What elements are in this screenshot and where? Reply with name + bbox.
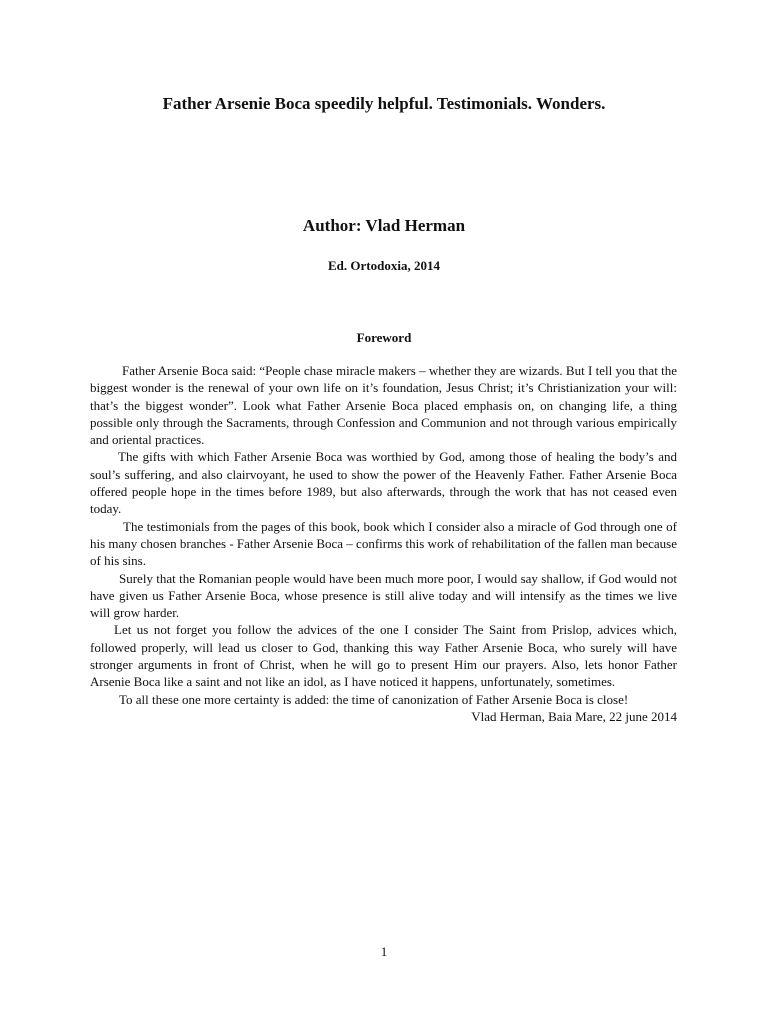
foreword-paragraph-2: The gifts with which Father Arsenie Boca was worthied by God, among those of healing the body’s and soul’s suffering, and also clairvoyant, he used to show the power of the Heavenly Father. Father Arsenie Boca offered people hope in the times before 1989, but also afterwards, through the work that has not ceased even today. <box>90 449 677 517</box>
page-number: 1 <box>380 944 388 959</box>
foreword-heading: Foreword <box>356 330 412 345</box>
foreword-paragraph-6: To all these one more certainty is added: the time of canonization of Father Arsenie Boca is close! <box>119 691 629 707</box>
foreword-paragraph-1: Father Arsenie Boca said: “People chase miracle makers – whether they are wizards. But I tell you that the biggest wonder is the renewal of your own life on it’s foundation, Jesus Christ; it’s Christianization your will: that’s the biggest wonder”. Look what Father Arsenie Boca placed emphasis on, on changing life, a thing possible only through the Sacraments, through Confession and Communion and not through various empirically and oriental practices. <box>90 363 677 448</box>
foreword-paragraph-3: The testimonials from the pages of this book, book which I consider also a miracle of God through one of his many chosen branches - Father Arsenie Boca – confirms this work of rehabilitation of the fallen man because of his sins. <box>90 518 677 569</box>
foreword-paragraph-4: Surely that the Romanian people would have been much more poor, I would say shallow, if God would not have given us Father Arsenie Boca, whose presence is still alive today and will intensify as the times we live will grow harder. <box>90 570 677 621</box>
foreword-body <box>90 362 677 725</box>
signature-line: Vlad Herman, Baia Mare, 22 june 2014 <box>471 708 677 724</box>
foreword-paragraph-5: Let us not forget you follow the advices of the one I consider The Saint from Prislop, advices which, followed properly, will lead us closer to God, thanking this way Father Arsenie Boca, who surely will have stronger arguments in front of Christ, when he will go to present Him our prayers. Also, lets honor Father Arsenie Boca like a saint and not like an idol, as I have noticed it happens, unfortunately, sometimes. <box>90 622 677 690</box>
author-line: Author: Vlad Herman <box>302 216 466 235</box>
edition-line: Ed. Ortodoxia, 2014 <box>328 258 440 273</box>
document-title: Father Arsenie Boca speedily helpful. Testimonials. Wonders. <box>162 94 606 113</box>
